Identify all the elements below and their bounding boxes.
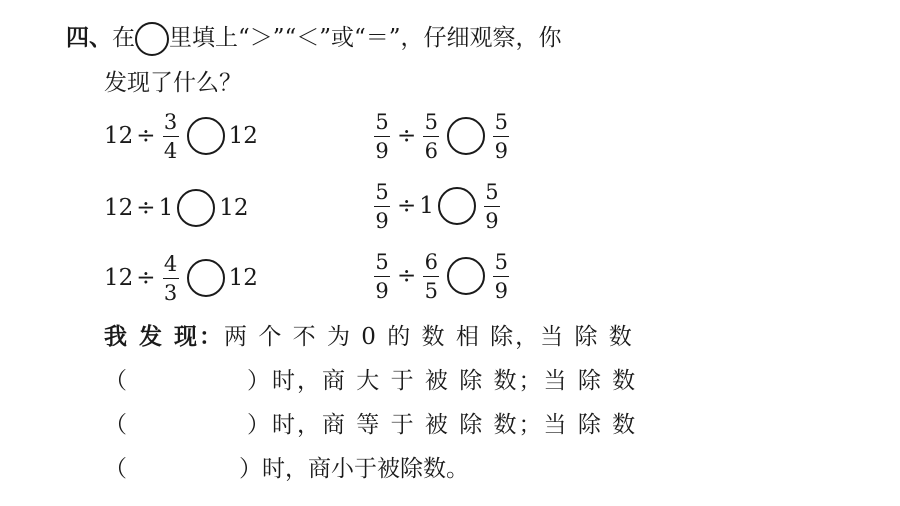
finding-line-1	[104, 318, 634, 351]
denominator: 9	[375, 278, 389, 303]
question-subtitle: 发现了什么？	[104, 70, 242, 96]
rhs-value: 12	[228, 123, 258, 149]
numerator: 5	[375, 249, 389, 274]
rhs-value: 12	[228, 265, 258, 291]
left-expr-1	[104, 106, 258, 166]
divide-sign: ÷	[136, 265, 156, 291]
divide-sign: ÷	[397, 193, 417, 219]
question-number: 四、	[66, 24, 112, 51]
fraction	[163, 252, 179, 305]
right-expr-2	[370, 176, 504, 236]
paren-open: （	[104, 412, 129, 438]
fraction	[493, 250, 509, 303]
numerator: 5	[485, 179, 499, 204]
question-title	[66, 22, 562, 56]
denominator: 9	[485, 208, 499, 233]
divide-sign: ÷	[136, 123, 156, 149]
denominator: 5	[424, 278, 438, 303]
divisor: 1	[419, 193, 434, 219]
finding-text-2: ）时，商 大 于 被 除 数；当 除 数	[247, 368, 638, 394]
numerator: 3	[163, 109, 178, 134]
compare-circle[interactable]	[447, 117, 485, 155]
title-text-before: 在	[112, 25, 135, 51]
compare-circle[interactable]	[438, 187, 476, 225]
denominator: 9	[494, 278, 508, 303]
finding-label: 我 发 现：	[104, 323, 225, 350]
divide-sign: ÷	[397, 263, 417, 289]
denominator: 9	[375, 138, 389, 163]
fraction	[374, 250, 390, 303]
divide-sign: ÷	[397, 123, 417, 149]
fraction	[423, 110, 439, 163]
fraction-bar	[484, 206, 500, 207]
dividend: 12	[104, 123, 134, 149]
finding-text-1: 两 个 不 为 0 的 数 相 除，当 除 数	[224, 324, 634, 350]
compare-circle[interactable]	[447, 257, 485, 295]
paren-open: （	[104, 456, 127, 482]
right-expr-1	[370, 106, 513, 166]
title-text-after: 里填上“＞”“＜”或“＝”，仔细观察，你	[169, 25, 562, 51]
denominator: 6	[424, 138, 438, 163]
compare-circle[interactable]	[187, 259, 225, 297]
denominator: 4	[163, 138, 178, 163]
rhs-value: 12	[219, 195, 249, 221]
finding-line-4	[104, 450, 469, 483]
fraction-bar	[163, 278, 179, 279]
numerator: 6	[424, 249, 438, 274]
fraction	[374, 110, 390, 163]
fraction-bar	[374, 276, 390, 277]
fraction	[374, 180, 390, 233]
numerator: 5	[494, 249, 508, 274]
finding-line-2	[104, 362, 637, 395]
right-expr-3	[370, 246, 513, 306]
blank-circle-icon	[135, 22, 169, 56]
fraction	[423, 250, 439, 303]
compare-circle[interactable]	[187, 117, 225, 155]
finding-text-4: ）时，商小于被除数。	[239, 456, 469, 482]
numerator: 5	[424, 109, 438, 134]
numerator: 4	[163, 251, 178, 276]
divide-sign: ÷	[136, 195, 156, 221]
dividend: 12	[104, 195, 134, 221]
numerator: 5	[375, 179, 389, 204]
denominator: 9	[375, 208, 389, 233]
fraction-bar	[374, 206, 390, 207]
denominator: 3	[163, 280, 178, 305]
numerator: 5	[494, 109, 508, 134]
denominator: 9	[494, 138, 508, 163]
fraction	[493, 110, 509, 163]
fraction-bar	[374, 136, 390, 137]
finding-line-3	[104, 406, 637, 439]
fraction-bar	[423, 276, 439, 277]
fraction-bar	[423, 136, 439, 137]
finding-text-3: ）时，商 等 于 被 除 数；当 除 数	[247, 412, 638, 438]
paren-open: （	[104, 368, 129, 394]
fraction-bar	[163, 136, 179, 137]
divisor: 1	[158, 195, 174, 221]
fraction	[163, 110, 179, 163]
left-expr-2	[104, 178, 248, 238]
numerator: 5	[375, 109, 389, 134]
fraction-bar	[493, 136, 509, 137]
left-expr-3	[104, 248, 258, 308]
fraction	[484, 180, 500, 233]
dividend: 12	[104, 265, 134, 291]
compare-circle[interactable]	[177, 189, 215, 227]
fraction-bar	[493, 276, 509, 277]
